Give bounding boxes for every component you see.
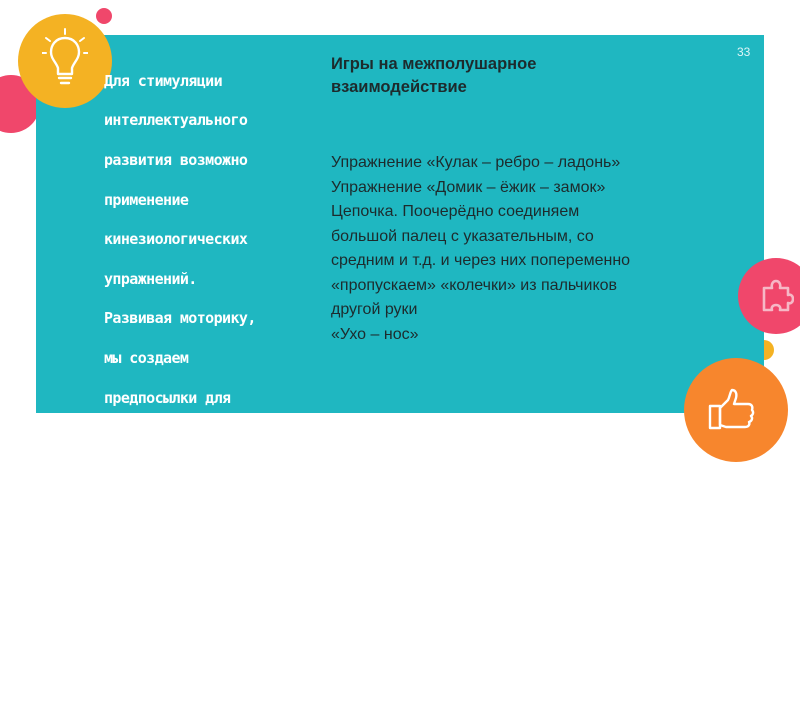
lightbulb-icon: [42, 28, 88, 90]
left-text-line: предпосылки для: [104, 388, 231, 407]
exercise-line: Цепочка. Поочерёдно соединяем: [331, 203, 580, 220]
left-text-line: кинезиологических: [104, 230, 248, 249]
left-text-line: развития возможно: [104, 150, 248, 169]
left-text-line: интеллектуального: [104, 111, 248, 130]
thumbs-up-icon: [708, 388, 756, 430]
exercise-line: Упражнение «Кулак – ребро – ладонь»: [331, 154, 621, 171]
left-text-line: применение: [104, 190, 189, 209]
exercise-line: большой палец с указательным, со: [331, 227, 594, 245]
exercise-line: «Ухо – нос»: [331, 325, 419, 343]
left-text-line: мы создаем: [104, 348, 189, 367]
page-number: 33: [737, 45, 751, 59]
left-text-line: упражнений.: [104, 269, 197, 288]
exercise-line: «пропускаем» «колечки» из пальчиков: [331, 276, 618, 294]
puzzle-icon: [760, 278, 794, 312]
left-text-line: процессов. Кинезио: [104, 507, 256, 526]
left-text-line: становления многих: [104, 428, 256, 447]
left-description: [104, 52, 294, 705]
slide-heading: [331, 53, 631, 99]
heading-line: взаимодействие: [331, 78, 467, 96]
left-text-line: развитии головного: [104, 586, 256, 605]
left-text-line: Для стимуляции: [104, 71, 223, 90]
exercise-list: [331, 151, 731, 347]
left-text-line: движение.: [104, 665, 180, 684]
left-text-line: Развивая моторику,: [104, 309, 256, 328]
exercise-line: Упражнение «Домик – ёжик – замок»: [331, 178, 606, 196]
left-text-line: мозга через: [104, 626, 197, 645]
heading-line: Игры на межполушарное: [331, 55, 537, 73]
exercise-line: средним и т.д. и через них попеременно: [331, 252, 631, 269]
exercise-line: другой руки: [331, 301, 418, 318]
left-text-line: логия – наука о: [104, 546, 231, 565]
decor-circle-pink-small: [96, 8, 112, 24]
left-text-line: психических: [104, 467, 197, 486]
